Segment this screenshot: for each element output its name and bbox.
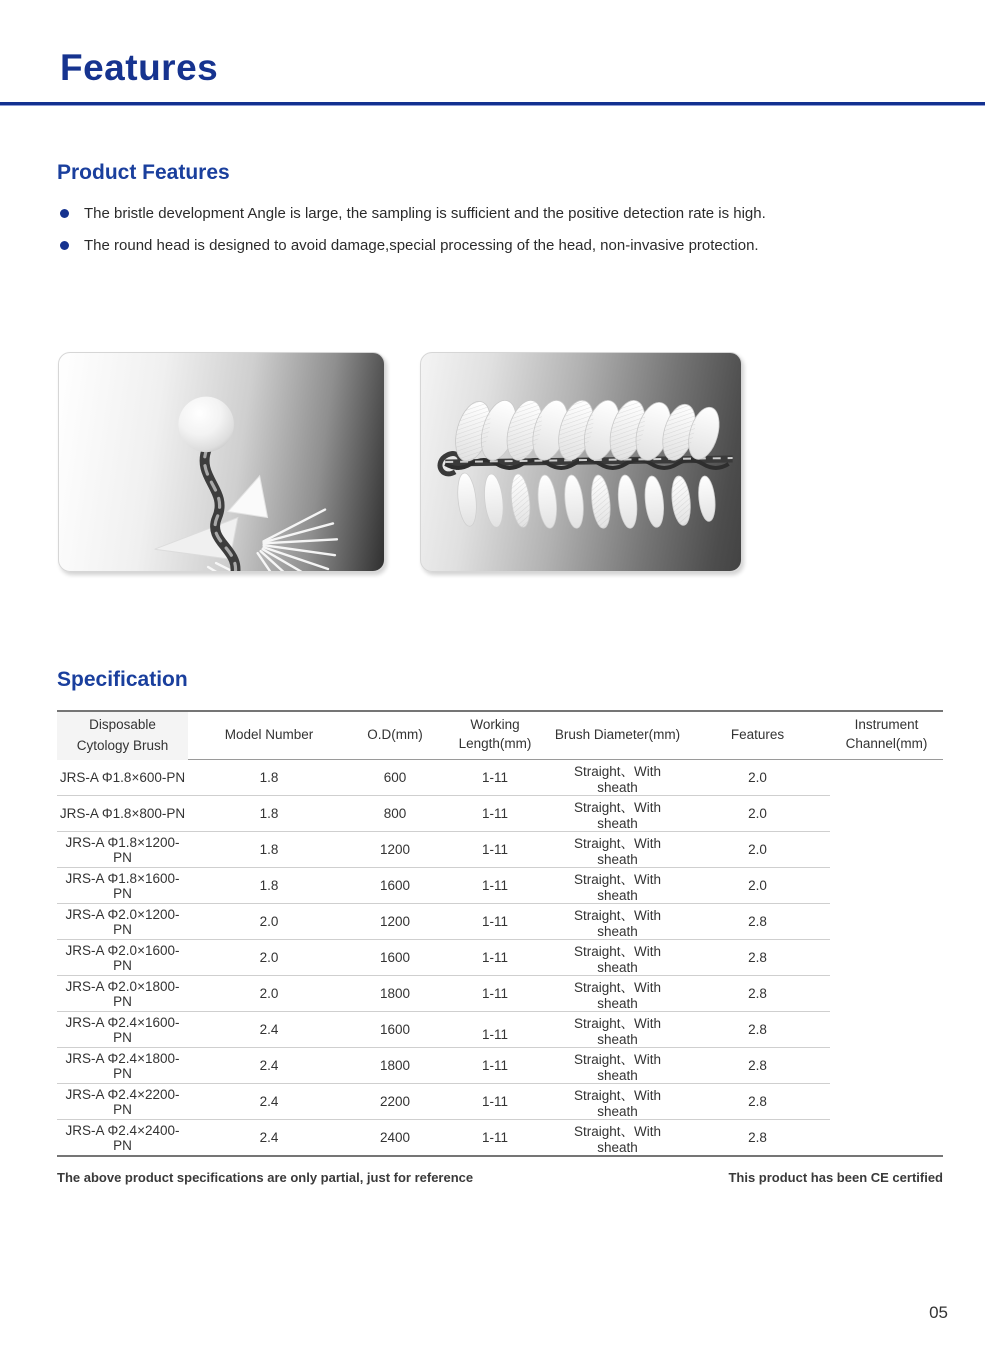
spec-row	[57, 976, 943, 1012]
col-header-model-number: Model Number	[188, 711, 350, 760]
spec-cell: 1.8	[188, 868, 350, 904]
spec-cell: Straight、With sheath	[550, 976, 685, 1012]
spec-cell: 1-11	[440, 796, 550, 832]
spec-cell: JRS-A Φ2.4×2400-PN	[65, 1122, 180, 1153]
spec-cell: 2200	[350, 1084, 440, 1120]
spec-cell: 2.0	[188, 904, 350, 940]
spec-cell: Straight、With sheath	[550, 796, 685, 832]
spec-row	[57, 832, 943, 868]
spec-cell: 1-11	[440, 940, 550, 976]
spec-row	[57, 1048, 943, 1084]
spec-cell: 1-11	[440, 868, 550, 904]
spec-cell: 1200	[350, 904, 440, 940]
spec-cell: 2.0	[685, 760, 830, 796]
spec-cell: 1200	[350, 832, 440, 868]
bullet-icon	[60, 241, 69, 250]
spec-cell: JRS-A Φ1.8×800-PN	[57, 796, 188, 832]
spec-cell: JRS-A Φ2.4×1600-PN	[57, 1012, 188, 1048]
page-title: Features	[60, 47, 219, 88]
spec-header-row	[57, 711, 943, 760]
col-header-features: Features	[685, 711, 830, 760]
spec-cell: JRS-A Φ2.0×1800-PN	[57, 976, 188, 1012]
spiral-bristle-brush-illustration	[421, 353, 741, 571]
spec-cell: 2.4	[188, 1048, 350, 1084]
spec-row	[57, 1084, 943, 1120]
specification-heading: Specification	[57, 667, 188, 691]
spec-cell: 1-11	[440, 832, 550, 868]
feature-text: The bristle development Angle is large, the sampling is sufficient and the positive detection rate is high.	[84, 205, 766, 222]
spec-cell: 2.0	[685, 832, 830, 868]
spec-cell: 1600	[350, 868, 440, 904]
spec-row	[57, 1012, 943, 1048]
spec-row	[57, 868, 943, 904]
spec-cell: 1.8	[188, 796, 350, 832]
spec-cell: Straight、With sheath	[573, 1124, 662, 1155]
spec-cell: 2400	[379, 1130, 411, 1145]
product-features-list	[60, 205, 1000, 256]
spec-cell: 1800	[350, 1048, 440, 1084]
row-group-label: Disposable Cytology Brush	[57, 711, 188, 760]
col-header-od: O.D(mm)	[350, 711, 440, 760]
col-header-working-length: Working Length(mm)	[440, 711, 550, 760]
spec-cell: 2.8	[685, 940, 830, 976]
spec-cell: JRS-A Φ2.0×1600-PN	[57, 940, 188, 976]
page-number: 05	[929, 1303, 948, 1322]
spec-cell: JRS-A Φ2.4×2200-PN	[57, 1084, 188, 1120]
spec-cell: 1600	[350, 1012, 440, 1048]
footnote-right: This product has been CE certified	[728, 1170, 943, 1185]
spec-cell: 1-11	[440, 904, 550, 940]
product-images-row	[58, 352, 1000, 572]
specification-table-body	[57, 760, 943, 1157]
spec-cell: Straight、With sheath	[550, 904, 685, 940]
feature-text: The round head is designed to avoid damage,special processing of the head, non-invasive protection.	[84, 236, 759, 254]
spec-cell: 2.0	[685, 796, 830, 832]
round-head-brush-illustration	[59, 353, 384, 571]
spec-cell: 2.8	[685, 976, 830, 1012]
specification-table	[57, 710, 943, 1158]
spec-cell: 1-11	[440, 1048, 550, 1084]
spec-cell: 1-11	[440, 760, 550, 796]
title-divider	[0, 102, 985, 106]
spec-cell: Straight、With sheath	[550, 760, 685, 796]
spec-cell: 2.4	[188, 1012, 350, 1048]
spec-row	[57, 904, 943, 940]
feature-item	[60, 237, 1000, 256]
spec-cell: 600	[350, 760, 440, 796]
spec-cell: 800	[350, 796, 440, 832]
spec-cell: JRS-A Φ1.8×1600-PN	[57, 868, 188, 904]
spec-cell: 1-11	[440, 976, 550, 1012]
spec-cell: 1.8	[188, 832, 350, 868]
col-header-instrument-channel: Instrument Channel(mm)	[830, 711, 943, 760]
spec-row	[57, 940, 943, 976]
round-head-brush-photo	[58, 352, 385, 572]
spec-cell: Straight、With sheath	[550, 1012, 685, 1048]
spec-cell: JRS-A Φ2.0×1200-PN	[57, 904, 188, 940]
spec-cell: 2.8	[685, 904, 830, 940]
spec-cell: 1-11	[440, 1012, 550, 1048]
col-header-brush-diameter: Brush Diameter(mm)	[550, 711, 685, 760]
spec-cell: 1.8	[188, 760, 350, 796]
spiral-bristle-brush-photo	[420, 352, 742, 572]
spec-cell: JRS-A Φ2.4×1800-PN	[57, 1048, 188, 1084]
spec-cell: 2.0	[685, 868, 830, 904]
spec-cell: 2.4	[188, 1084, 350, 1120]
spec-cell: Straight、With sheath	[550, 1048, 685, 1084]
table-footnotes	[57, 1170, 943, 1185]
spec-cell: JRS-A Φ1.8×600-PN	[57, 760, 188, 796]
spec-row	[57, 796, 943, 832]
spec-cell: 2.8	[748, 1130, 767, 1145]
footnote-left: The above product specifications are only partial, just for reference	[57, 1170, 474, 1185]
spec-cell: 1-11	[440, 1084, 550, 1120]
spec-row	[57, 760, 943, 796]
bullet-icon	[60, 209, 69, 218]
spec-cell: Straight、With sheath	[550, 1084, 685, 1120]
spec-cell: Straight、With sheath	[550, 832, 685, 868]
feature-item	[60, 205, 1000, 224]
spec-cell: 2.0	[188, 940, 350, 976]
spec-cell: 2.8	[685, 1084, 830, 1120]
spec-cell: 2.8	[685, 1012, 830, 1048]
spec-cell: Straight、With sheath	[550, 868, 685, 904]
spec-cell: 1-11	[481, 1130, 509, 1145]
spec-cell: JRS-A Φ1.8×1200-PN	[57, 832, 188, 868]
spec-cell: 1600	[350, 940, 440, 976]
spec-cell: Straight、With sheath	[550, 940, 685, 976]
spec-cell: 1800	[350, 976, 440, 1012]
spec-row	[57, 1120, 943, 1157]
product-features-heading: Product Features	[57, 161, 230, 184]
spec-cell: 2.4	[259, 1130, 279, 1145]
spec-cell: 2.8	[685, 1048, 830, 1084]
spec-cell: 2.0	[188, 976, 350, 1012]
